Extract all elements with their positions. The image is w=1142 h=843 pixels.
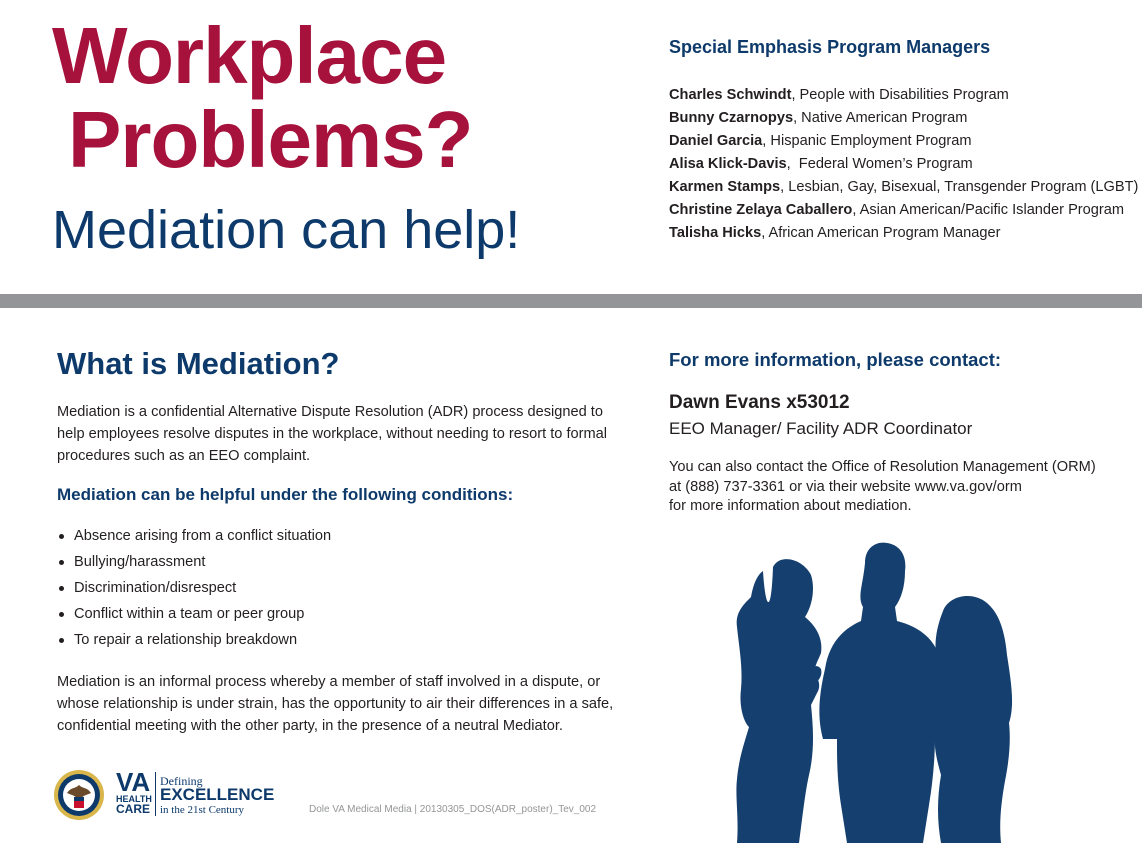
va-logo-text: VA	[116, 767, 151, 797]
manager-item: Alisa Klick-Davis, Federal Women’s Program	[669, 156, 973, 172]
woman-left-silhouette	[736, 559, 821, 843]
manager-item: Talisha Hicks, African American Program Manager	[669, 225, 1001, 241]
defining-text: Defining	[160, 774, 203, 788]
sep-title: Special Emphasis Program Managers	[669, 37, 991, 57]
contact-role: EEO Manager/ Facility ADR Coordinator	[669, 419, 973, 438]
title-line-2: Problems?	[68, 95, 473, 184]
section-divider	[0, 294, 1142, 308]
century-text: in the 21st Century	[160, 804, 245, 816]
man-center-silhouette	[819, 543, 945, 843]
excellence-text: EXCELLENCE	[160, 785, 275, 804]
mediation-closing: Mediation is an informal process whereby a member of staff involved in a dispute, or whose relationship is under strain, has the opportunity to air their differences in a safe, confidential meeting with the other party, in the presence of a neutral Mediator.	[57, 674, 614, 734]
manager-item: Bunny Czarnopys, Native American Program	[669, 110, 968, 126]
mediation-intro: Mediation is a confidential Alternative Dispute Resolution (ADR) process designed to help employees resolve disputes in the workplace, without needing to resort to formal procedures such as an EEO complaint.	[57, 404, 607, 464]
woman-right-silhouette	[933, 596, 1012, 843]
list-item: Conflict within a team or peer group	[57, 601, 617, 627]
subtitle: Mediation can help!	[52, 200, 521, 260]
conditions-list	[57, 523, 617, 653]
mediation-heading: What is Mediation?	[57, 346, 340, 381]
care-text: CARE	[116, 802, 151, 816]
footer-credit: Dole VA Medical Media | 20130305_DOS(ADR_poster)_Tev_002	[309, 804, 597, 815]
list-item: Discrimination/disrespect	[57, 575, 617, 601]
health-text: HEALTH	[116, 794, 152, 804]
conditions-heading: Mediation can be helpful under the following conditions:	[57, 485, 514, 504]
title-line-1: Workplace	[52, 11, 447, 100]
manager-item: Karmen Stamps, Lesbian, Gay, Bisexual, Transgender Program (LGBT)	[669, 179, 1139, 195]
manager-item: Christine Zelaya Caballero, Asian American/Pacific Islander Program	[669, 202, 1125, 218]
managers-list	[669, 84, 1138, 245]
list-item: To repair a relationship breakdown	[57, 627, 617, 653]
orm-info: You can also contact the Office of Resolution Management (ORM) at (888) 737-3361 or via their website www.va.gov/orm for more information about mediation.	[669, 459, 1096, 514]
va-seal-icon	[53, 769, 105, 821]
people-silhouette-icon	[725, 535, 1035, 843]
contact-name: Dawn Evans x53012	[669, 392, 850, 413]
list-item: Bullying/harassment	[57, 549, 617, 575]
list-item: Absence arising from a conflict situation	[57, 523, 617, 549]
logo-divider	[155, 772, 156, 816]
manager-item: Charles Schwindt, People with Disabilities Program	[669, 87, 1009, 103]
manager-item: Daniel Garcia, Hispanic Employment Program	[669, 133, 972, 149]
contact-heading: For more information, please contact:	[669, 349, 1002, 370]
